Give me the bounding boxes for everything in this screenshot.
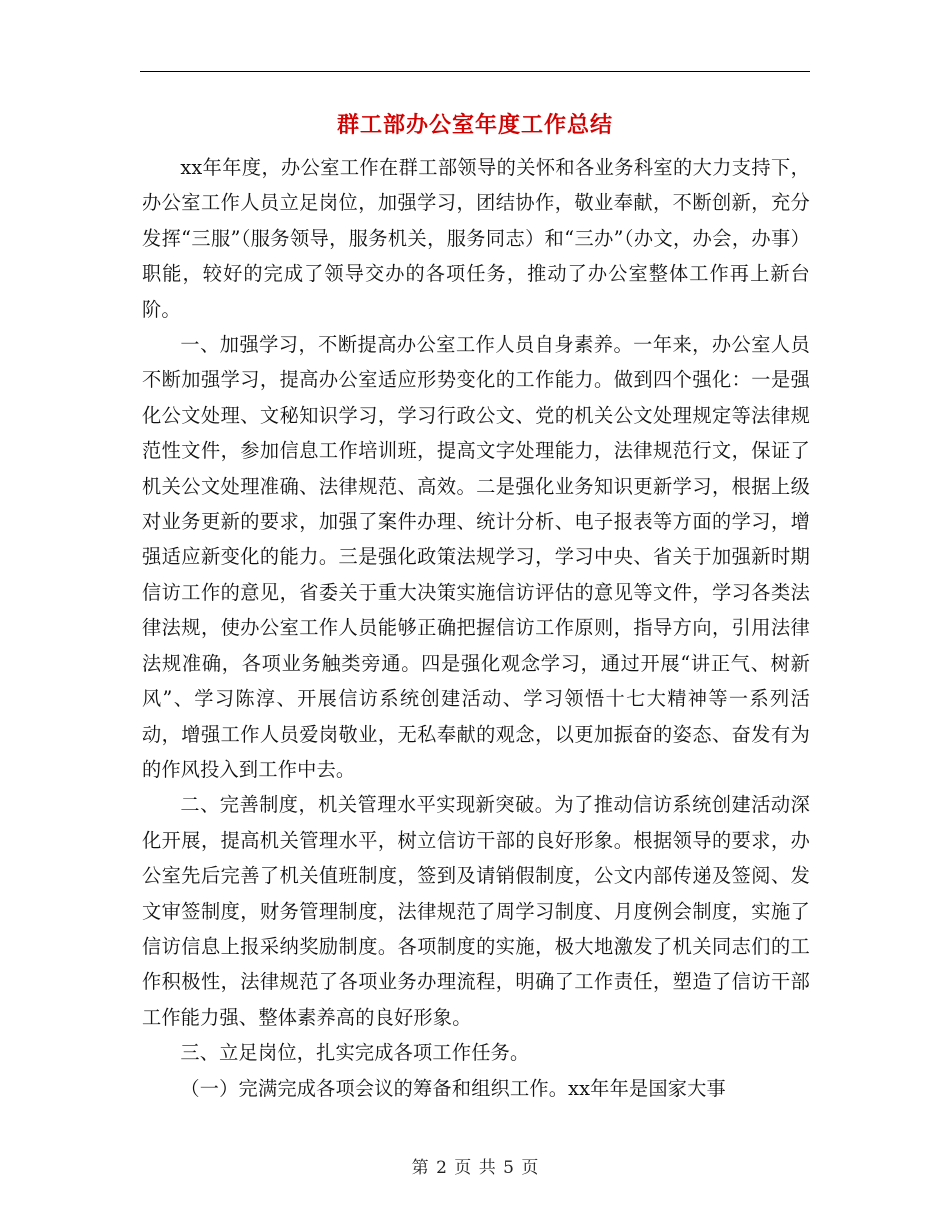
document-body	[142, 150, 810, 1106]
paragraph-intro: xx年年度，办公室工作在群工部领导的关怀和各业务科室的大力支持下，办公室工作人员立足岗位，加强学习，团结协作，敬业奉献，不断创新，充分发挥“三服”（服务领导，服务机关，服务同志）和“三办”（办文，办会，办事）职能，较好的完成了领导交办的各项任务，推动了办公室整体工作再上新台阶。	[142, 156, 810, 321]
paragraph-section-1: 一、加强学习，不断提高办公室工作人员自身素养。一年来，办公室人员不断加强学习，提高办公室适应形势变化的工作能力。做到四个强化：一是强化公文处理、文秘知识学习，学习行政公文、党的机关公文处理规定等法律规范性文件，参加信息工作培训班，提高文字处理能力，法律规范行文，保证了机关公文处理准确、法律规范、高效。二是强化业务知识更新学习，根据上级对业务更新的要求，加强了案件办理、统计分析、电子报表等方面的学习，增强适应新变化的能力。三是强化政策法规学习，学习中央、省关于加强新时期信访工作的意见，省委关于重大决策实施信访评估的意见等文件，学习各类法律法规，使办公室工作人员能够正确把握信访工作原则，指导方向，引用法律法规准确，各项业务触类旁通。四是强化观念学习，通过开展“讲正气、树新风”、学习陈淳、开展信访系统创建活动、学习领悟十七大精神等一系列活动，增强工作人员爱岗敬业，无私奉献的观念，以更加振奋的姿态、奋发有为的作风投入到工作中去。	[142, 333, 810, 781]
paragraph-section-3: 三、立足岗位，扎实完成各项工作任务。	[180, 1041, 530, 1065]
document-title: 群工部办公室年度工作总结	[336, 113, 613, 138]
header-rule	[140, 71, 810, 72]
paragraph-subsection-1: （一）完满完成各项会议的筹备和组织工作。xx年年是国家大事	[180, 1076, 726, 1100]
page-number: 第 2 页 共 5 页	[411, 1158, 539, 1178]
paragraph-section-2: 二、完善制度，机关管理水平实现新突破。为了推动信访系统创建活动深化开展，提高机关管理水平，树立信访干部的良好形象。根据领导的要求，办公室先后完善了机关值班制度，签到及请销假制度，公文内部传递及签阅、发文审签制度，财务管理制度，法律规范了周学习制度、月度例会制度，实施了信访信息上报采纳奖励制度。各项制度的实施，极大地激发了机关同志们的工作积极性，法律规范了各项业务办理流程，明确了工作责任，塑造了信访干部工作能力强、整体素养高的良好形象。	[142, 793, 810, 1029]
